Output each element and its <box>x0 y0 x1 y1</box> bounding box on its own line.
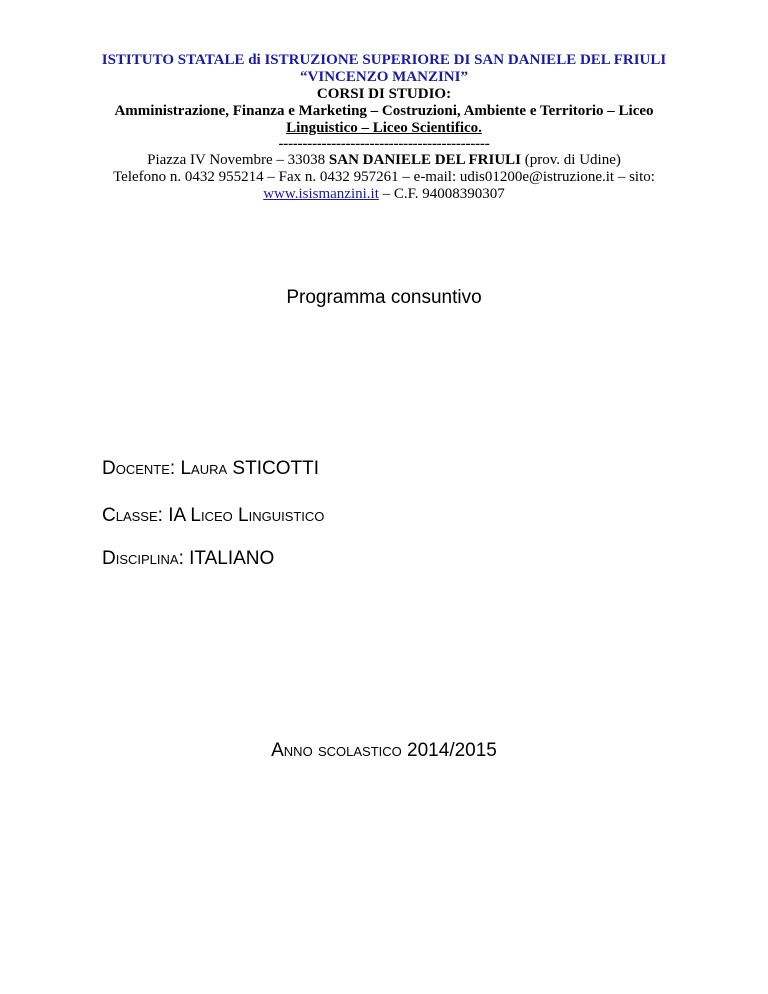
address-line <box>60 152 708 169</box>
school-name-line1: ISTITUTO STATALE di ISTRUZIONE SUPERIORE DI SAN DANIELE DEL FRIULI <box>101 52 667 68</box>
disciplina-label: Disciplina: <box>102 548 184 569</box>
address-city: SAN DANIELE DEL FRIULI <box>328 152 522 168</box>
school-name-line2: “VINCENZO MANZINI” <box>300 69 468 85</box>
school-header <box>60 52 708 203</box>
fiscal-code: – C.F. 94008390307 <box>378 186 505 202</box>
docente-surname: STICOTTI <box>232 458 319 479</box>
disciplina-field <box>102 548 274 570</box>
address-prefix: Piazza IV Novembre – 33038 <box>147 152 329 168</box>
courses-line1: Amministrazione, Finanza e Marketing – Costruzioni, Ambiente e Territorio – Liceo <box>114 103 654 119</box>
disciplina-value: ITALIANO <box>189 548 275 569</box>
address-suffix: (prov. di Udine) <box>521 152 621 168</box>
docente-field <box>102 458 319 480</box>
website-line <box>60 186 708 203</box>
header-divider: -------------------------------------------- <box>278 136 490 152</box>
classe-label: Classe: <box>102 505 163 526</box>
school-year <box>0 740 768 762</box>
docente-name: Laura <box>180 458 228 479</box>
contacts-line: Telefono n. 0432 955214 – Fax n. 0432 957261 – e-mail: udis01200e@istruzione.it – sito: <box>113 169 655 185</box>
courses-line2: Linguistico – Liceo Scientifico. <box>286 120 482 136</box>
docente-label: Docente: <box>102 458 176 479</box>
school-year-label: Anno scolastico <box>271 740 402 761</box>
classe-value-a: IA <box>168 505 186 526</box>
classe-field <box>102 505 324 527</box>
document-title: Programma consuntivo <box>286 287 482 308</box>
classe-value-b: Liceo Linguistico <box>190 505 325 526</box>
courses-title: CORSI DI STUDIO: <box>316 86 452 102</box>
website-link[interactable]: www.isismanzini.it <box>263 186 379 202</box>
school-year-value: 2014/2015 <box>407 740 497 761</box>
